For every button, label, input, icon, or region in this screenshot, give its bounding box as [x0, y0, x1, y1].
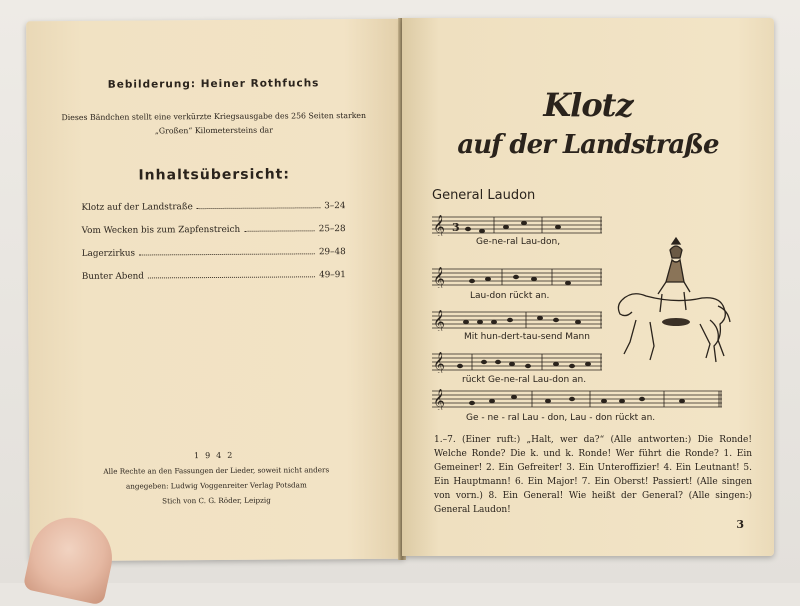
svg-text:𝄞: 𝄞 — [433, 214, 445, 236]
lyric-line: Lau-don rückt an. — [470, 291, 550, 301]
toc-entry — [82, 224, 346, 249]
verse-text: 1.–7. (Einer ruft:) „Halt, wer da?“ (Alle antworten:) Die Ronde! Welche Ronde? Die k. und k. Ronde! Wer führt die Ronde? 1. Ein Gemeiner! 2. Ein Gefreiter! 3. Ein Unteroffizier! 4. Ein Leutnant! 5. Ein Hauptmann! 6. Ein Major! 7. Ein Oberst! Passiert! (Alle singen von vorn.) 8. Ein General! Wie heißt der General? (Alle singen:) General Laudon! — [434, 435, 752, 515]
svg-text:𝄞: 𝄞 — [433, 309, 445, 331]
imprint-line: angegeben: Ludwig Voggenreiter Verlag Potsdam — [125, 480, 307, 491]
imprint-line: Alle Rechte an den Fassungen der Lieder, soweit nicht anders — [103, 465, 330, 476]
right-page — [402, 18, 774, 556]
toc-entry — [82, 270, 346, 295]
toc-dots — [139, 253, 315, 255]
svg-text:𝄞: 𝄞 — [433, 351, 445, 373]
left-page — [26, 19, 404, 562]
chapter-subtitle: auf der Landstraße — [457, 130, 719, 160]
toc-entry-title: Lagerzirkus — [81, 248, 136, 259]
toc-entry-pages: 49–91 — [319, 270, 346, 281]
music-staff — [432, 266, 602, 288]
toc-dots — [244, 230, 315, 231]
toc-entry-title: Klotz auf der Landstraße — [81, 202, 193, 213]
toc-entry-pages: 29–48 — [318, 247, 346, 258]
svg-text:3: 3 — [452, 221, 460, 234]
imprint — [29, 447, 403, 510]
music-staff — [432, 388, 722, 410]
toc-entry-title: Vom Wecken bis zum Zapfenstreich — [81, 224, 241, 236]
toc-entry — [81, 201, 345, 226]
toc-entry-pages: 25–28 — [318, 224, 346, 235]
horse-rider-illustration — [614, 236, 732, 376]
music-staff — [432, 351, 602, 373]
edition-note: Dieses Bändchen stellt eine verkürzte Kriegsausgabe des 256 Seiten starken „Großen“ Kilometersteins dar — [61, 110, 367, 136]
lyric-line: Mit hun-dert-tau-send Mann — [464, 332, 590, 342]
toc-title: Inhaltsübersicht: — [138, 166, 291, 184]
toc-entry-pages: 3–24 — [324, 201, 346, 212]
table-of-contents — [81, 201, 346, 295]
imprint-line: Stich von C. G. Röder, Leipzig — [162, 495, 271, 506]
lyric-line: Ge - ne - ral Lau - don, Lau - don rückt an. — [466, 413, 656, 423]
music-staff — [432, 214, 602, 236]
toc-dots — [197, 207, 320, 209]
svg-text:𝄞: 𝄞 — [433, 388, 445, 410]
svg-text:𝄞: 𝄞 — [433, 266, 445, 288]
lyric-line: Ge-ne-ral Lau-don, — [476, 237, 561, 247]
music-staff — [432, 309, 602, 331]
publication-year: 1942 — [193, 450, 239, 461]
chapter-title: Klotz — [543, 86, 633, 124]
page-number: 3 — [736, 518, 744, 531]
song-title: General Laudon — [432, 188, 536, 203]
toc-entry-title: Bunter Abend — [81, 271, 144, 282]
toc-entry — [82, 247, 346, 272]
lyric-line: rückt Ge-ne-ral Lau-don an. — [462, 375, 587, 385]
illustration-credit: Bebilderung: Heiner Rothfuchs — [107, 77, 320, 91]
toc-dots — [148, 276, 315, 278]
